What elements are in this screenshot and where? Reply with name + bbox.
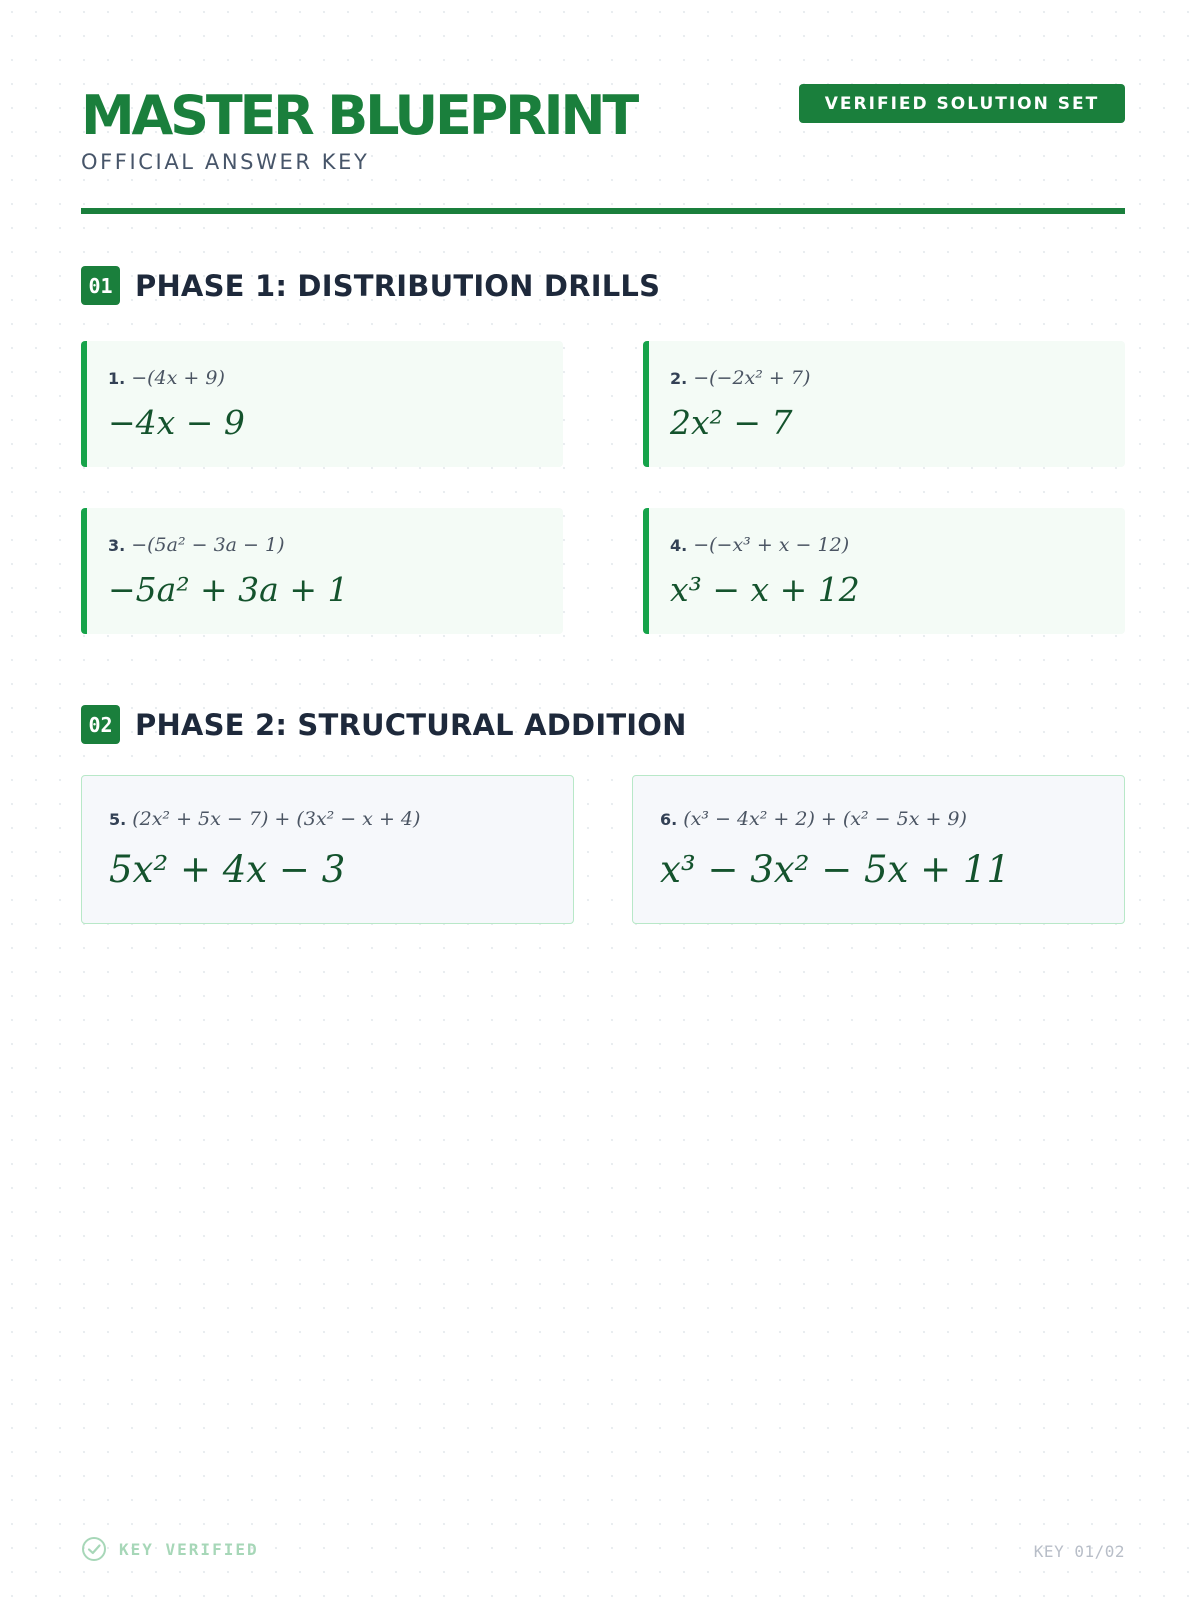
page-number: KEY 01/02 — [1033, 1542, 1125, 1561]
problem-statement — [109, 808, 420, 830]
problem-number: 4. — [670, 536, 688, 555]
page-subtitle: OFFICIAL ANSWER KEY — [81, 150, 370, 174]
problem-answer: 5x² + 4x − 3 — [109, 848, 346, 891]
problem-answer: 2x² − 7 — [670, 403, 793, 442]
footer-status — [81, 1536, 259, 1562]
section-2-number: 02 — [81, 705, 120, 744]
answer-key-page — [81, 0, 1125, 1600]
verified-badge: VERIFIED SOLUTION SET — [799, 84, 1125, 123]
section-2-heading — [81, 705, 687, 744]
problem-number: 5. — [109, 810, 127, 829]
problem-statement — [108, 534, 285, 556]
problem-expression: −(5a² − 3a − 1) — [131, 534, 285, 556]
problem-statement — [108, 367, 225, 389]
problem-expression: (2x² + 5x − 7) + (3x² − x + 4) — [132, 808, 421, 830]
page-title: MASTER BLUEPRINT — [81, 84, 636, 147]
section-2-title: PHASE 2: STRUCTURAL ADDITION — [135, 707, 687, 742]
problem-answer: −4x − 9 — [108, 403, 245, 442]
problem-answer: x³ − 3x² − 5x + 11 — [660, 848, 1011, 891]
section-1-heading — [81, 266, 660, 305]
section-1-number: 01 — [81, 266, 120, 305]
problem-number: 2. — [670, 369, 688, 388]
problem-card — [81, 775, 574, 924]
problem-statement — [660, 808, 967, 830]
problem-card — [643, 508, 1125, 634]
problem-statement — [670, 367, 810, 389]
problem-number: 1. — [108, 369, 126, 388]
problem-number: 3. — [108, 536, 126, 555]
problem-statement — [670, 534, 849, 556]
problem-expression: −(−x³ + x − 12) — [693, 534, 850, 556]
problem-card — [632, 775, 1125, 924]
problem-number: 6. — [660, 810, 678, 829]
problem-answer: −5a² + 3a + 1 — [108, 570, 349, 609]
check-circle-icon — [81, 1536, 107, 1562]
problem-expression: (x³ − 4x² + 2) + (x² − 5x + 9) — [683, 808, 967, 830]
problem-expression: −(−2x² + 7) — [693, 367, 811, 389]
section-1-title: PHASE 1: DISTRIBUTION DRILLS — [135, 268, 661, 303]
header-divider — [81, 208, 1125, 214]
problem-expression: −(4x + 9) — [131, 367, 225, 389]
problem-card — [81, 508, 563, 634]
problem-answer: x³ − x + 12 — [670, 570, 860, 609]
problem-card — [81, 341, 563, 467]
problem-card — [643, 341, 1125, 467]
footer-status-label: KEY VERIFIED — [119, 1539, 259, 1559]
